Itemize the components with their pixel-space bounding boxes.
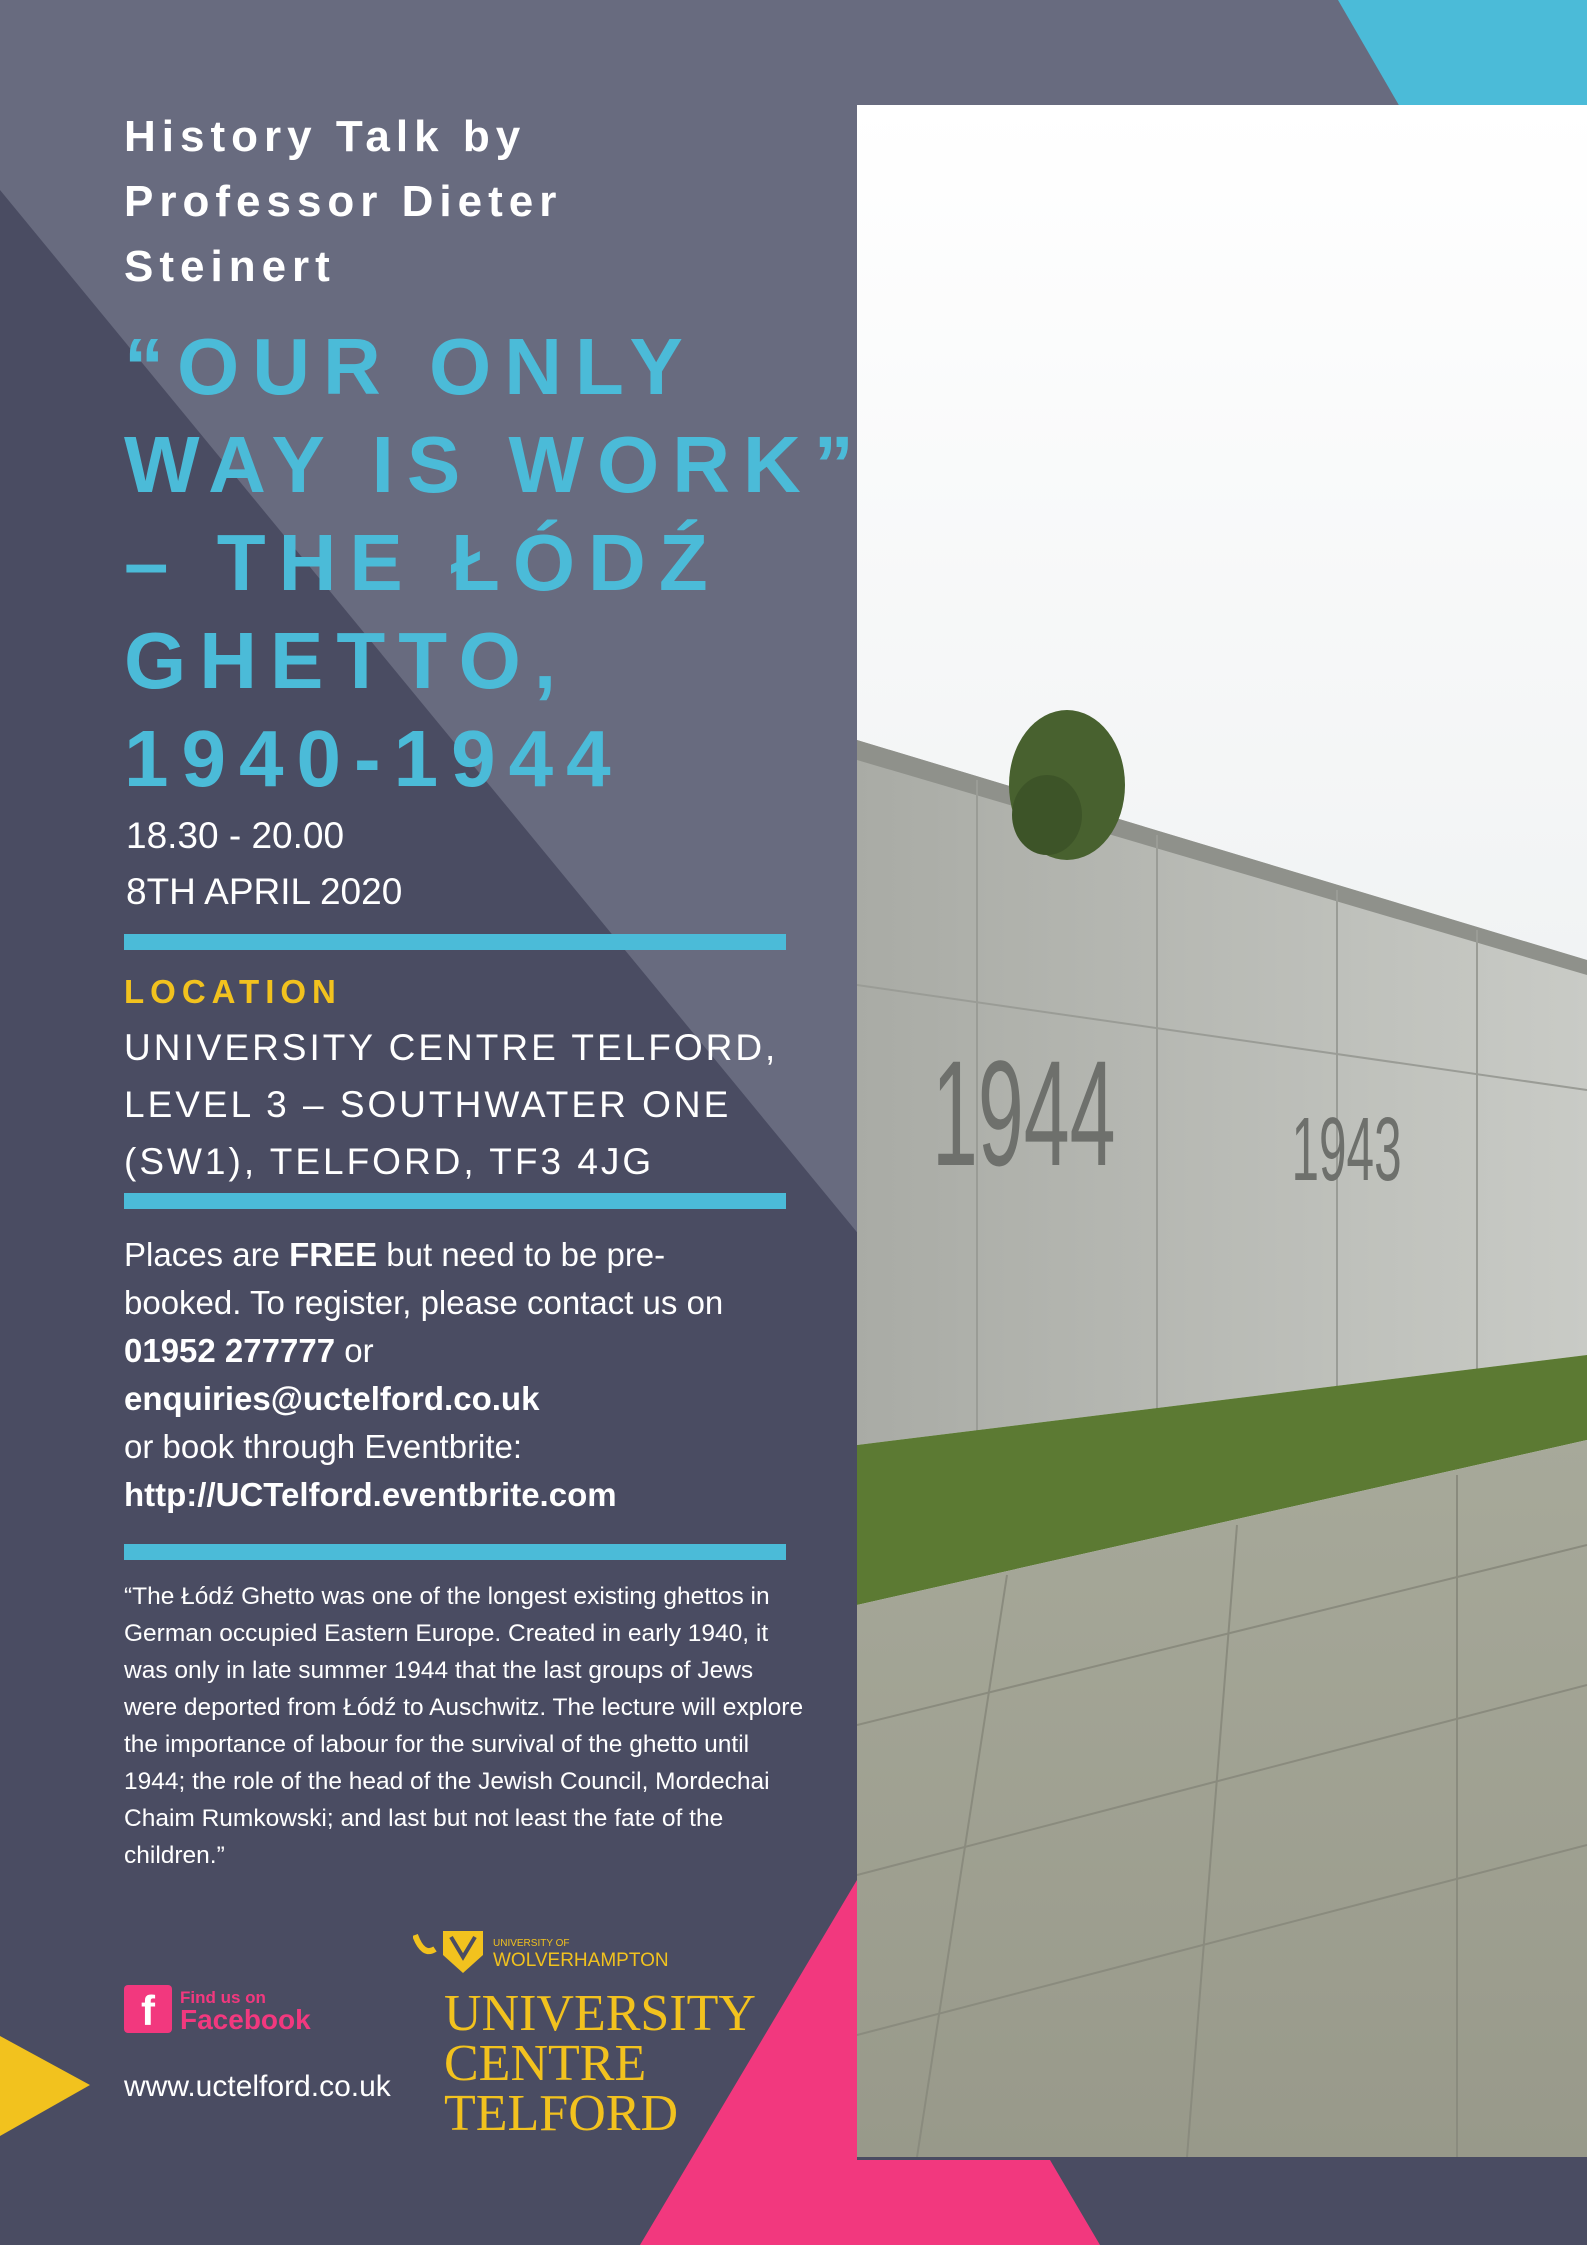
wolverhampton-logo — [413, 1927, 669, 1977]
phone-number[interactable]: 01952 277777 — [124, 1332, 336, 1369]
title-line: 1940-1944 — [124, 714, 624, 803]
eventbrite-text: or book through Eventbrite: — [124, 1428, 523, 1465]
facebook-caption: Find us on — [180, 1988, 266, 2007]
address-line: (SW1), TELFORD, TF3 4JG — [124, 1141, 655, 1182]
free-emphasis: FREE — [289, 1236, 378, 1273]
title-line: GHETTO, — [124, 616, 570, 705]
facebook-label — [180, 1987, 311, 2035]
website-link[interactable]: www.uctelford.co.uk — [124, 2070, 391, 2103]
event-datetime — [126, 808, 402, 920]
speaker-line: History Talk by — [124, 112, 527, 161]
facebook-name: Facebook — [180, 2004, 311, 2035]
booking-info — [124, 1231, 774, 1519]
divider — [124, 1544, 786, 1560]
booking-text: but need to be pre-booked. To register, please contact us on — [124, 1236, 724, 1321]
facebook-link[interactable] — [124, 1985, 311, 2033]
logo-line: TELFORD — [444, 2085, 678, 2142]
wolverhampton-crest-icon — [413, 1927, 489, 1977]
speaker-heading — [124, 104, 684, 299]
event-time: 18.30 - 20.00 — [126, 815, 345, 856]
address-line: LEVEL 3 – SOUTHWATER ONE — [124, 1084, 732, 1125]
title-line: WAY IS WORK” — [124, 420, 867, 509]
facebook-icon: f — [124, 1985, 172, 2033]
title-line: “OUR ONLY — [124, 322, 696, 411]
logo-line: UNIVERSITY — [444, 1985, 756, 2042]
location-label: LOCATION — [124, 973, 342, 1010]
uct-logo-text — [444, 1985, 756, 2142]
talk-title — [124, 318, 884, 808]
logo-small-text: UNIVERSITY OF — [493, 1938, 570, 1949]
divider — [124, 934, 786, 950]
location-address — [124, 1019, 824, 1190]
wall-year-1943: 1943 — [1291, 1099, 1402, 1200]
logo-small-text: WOLVERHAMPTON — [493, 1950, 669, 1971]
speaker-line: Professor Dieter — [124, 177, 563, 226]
speaker-line: Steinert — [124, 242, 336, 291]
address-line: UNIVERSITY CENTRE TELFORD, — [124, 1027, 779, 1068]
eventbrite-link[interactable]: http://UCTelford.eventbrite.com — [124, 1476, 617, 1513]
email-link[interactable]: enquiries@uctelford.co.uk — [124, 1380, 540, 1417]
divider — [124, 1193, 786, 1209]
booking-text: or — [335, 1332, 374, 1369]
logo-line: CENTRE — [444, 2035, 647, 2092]
booking-text: Places are — [124, 1236, 290, 1273]
lecture-description: “The Łódź Ghetto was one of the longest existing ghettos in German occupied Eastern Europe. Created in early 1940, it was only in late summer 1944 that the last groups of Jews were deported from Łódź to Auschwitz. The lecture will explore the importance of labour for the survival of the ghetto until 1944; the role of the head of the Jewish Council, Mordechai Chaim Rumkowski; and last but not least the fate of the children.” — [124, 1583, 804, 1869]
wall-year-1944: 1944 — [932, 1028, 1116, 1198]
tree-top — [1009, 710, 1125, 860]
event-date: 8TH APRIL 2020 — [126, 871, 403, 912]
memorial-wall-photo — [857, 105, 1587, 2157]
title-line: – THE ŁÓDŹ — [124, 518, 721, 607]
